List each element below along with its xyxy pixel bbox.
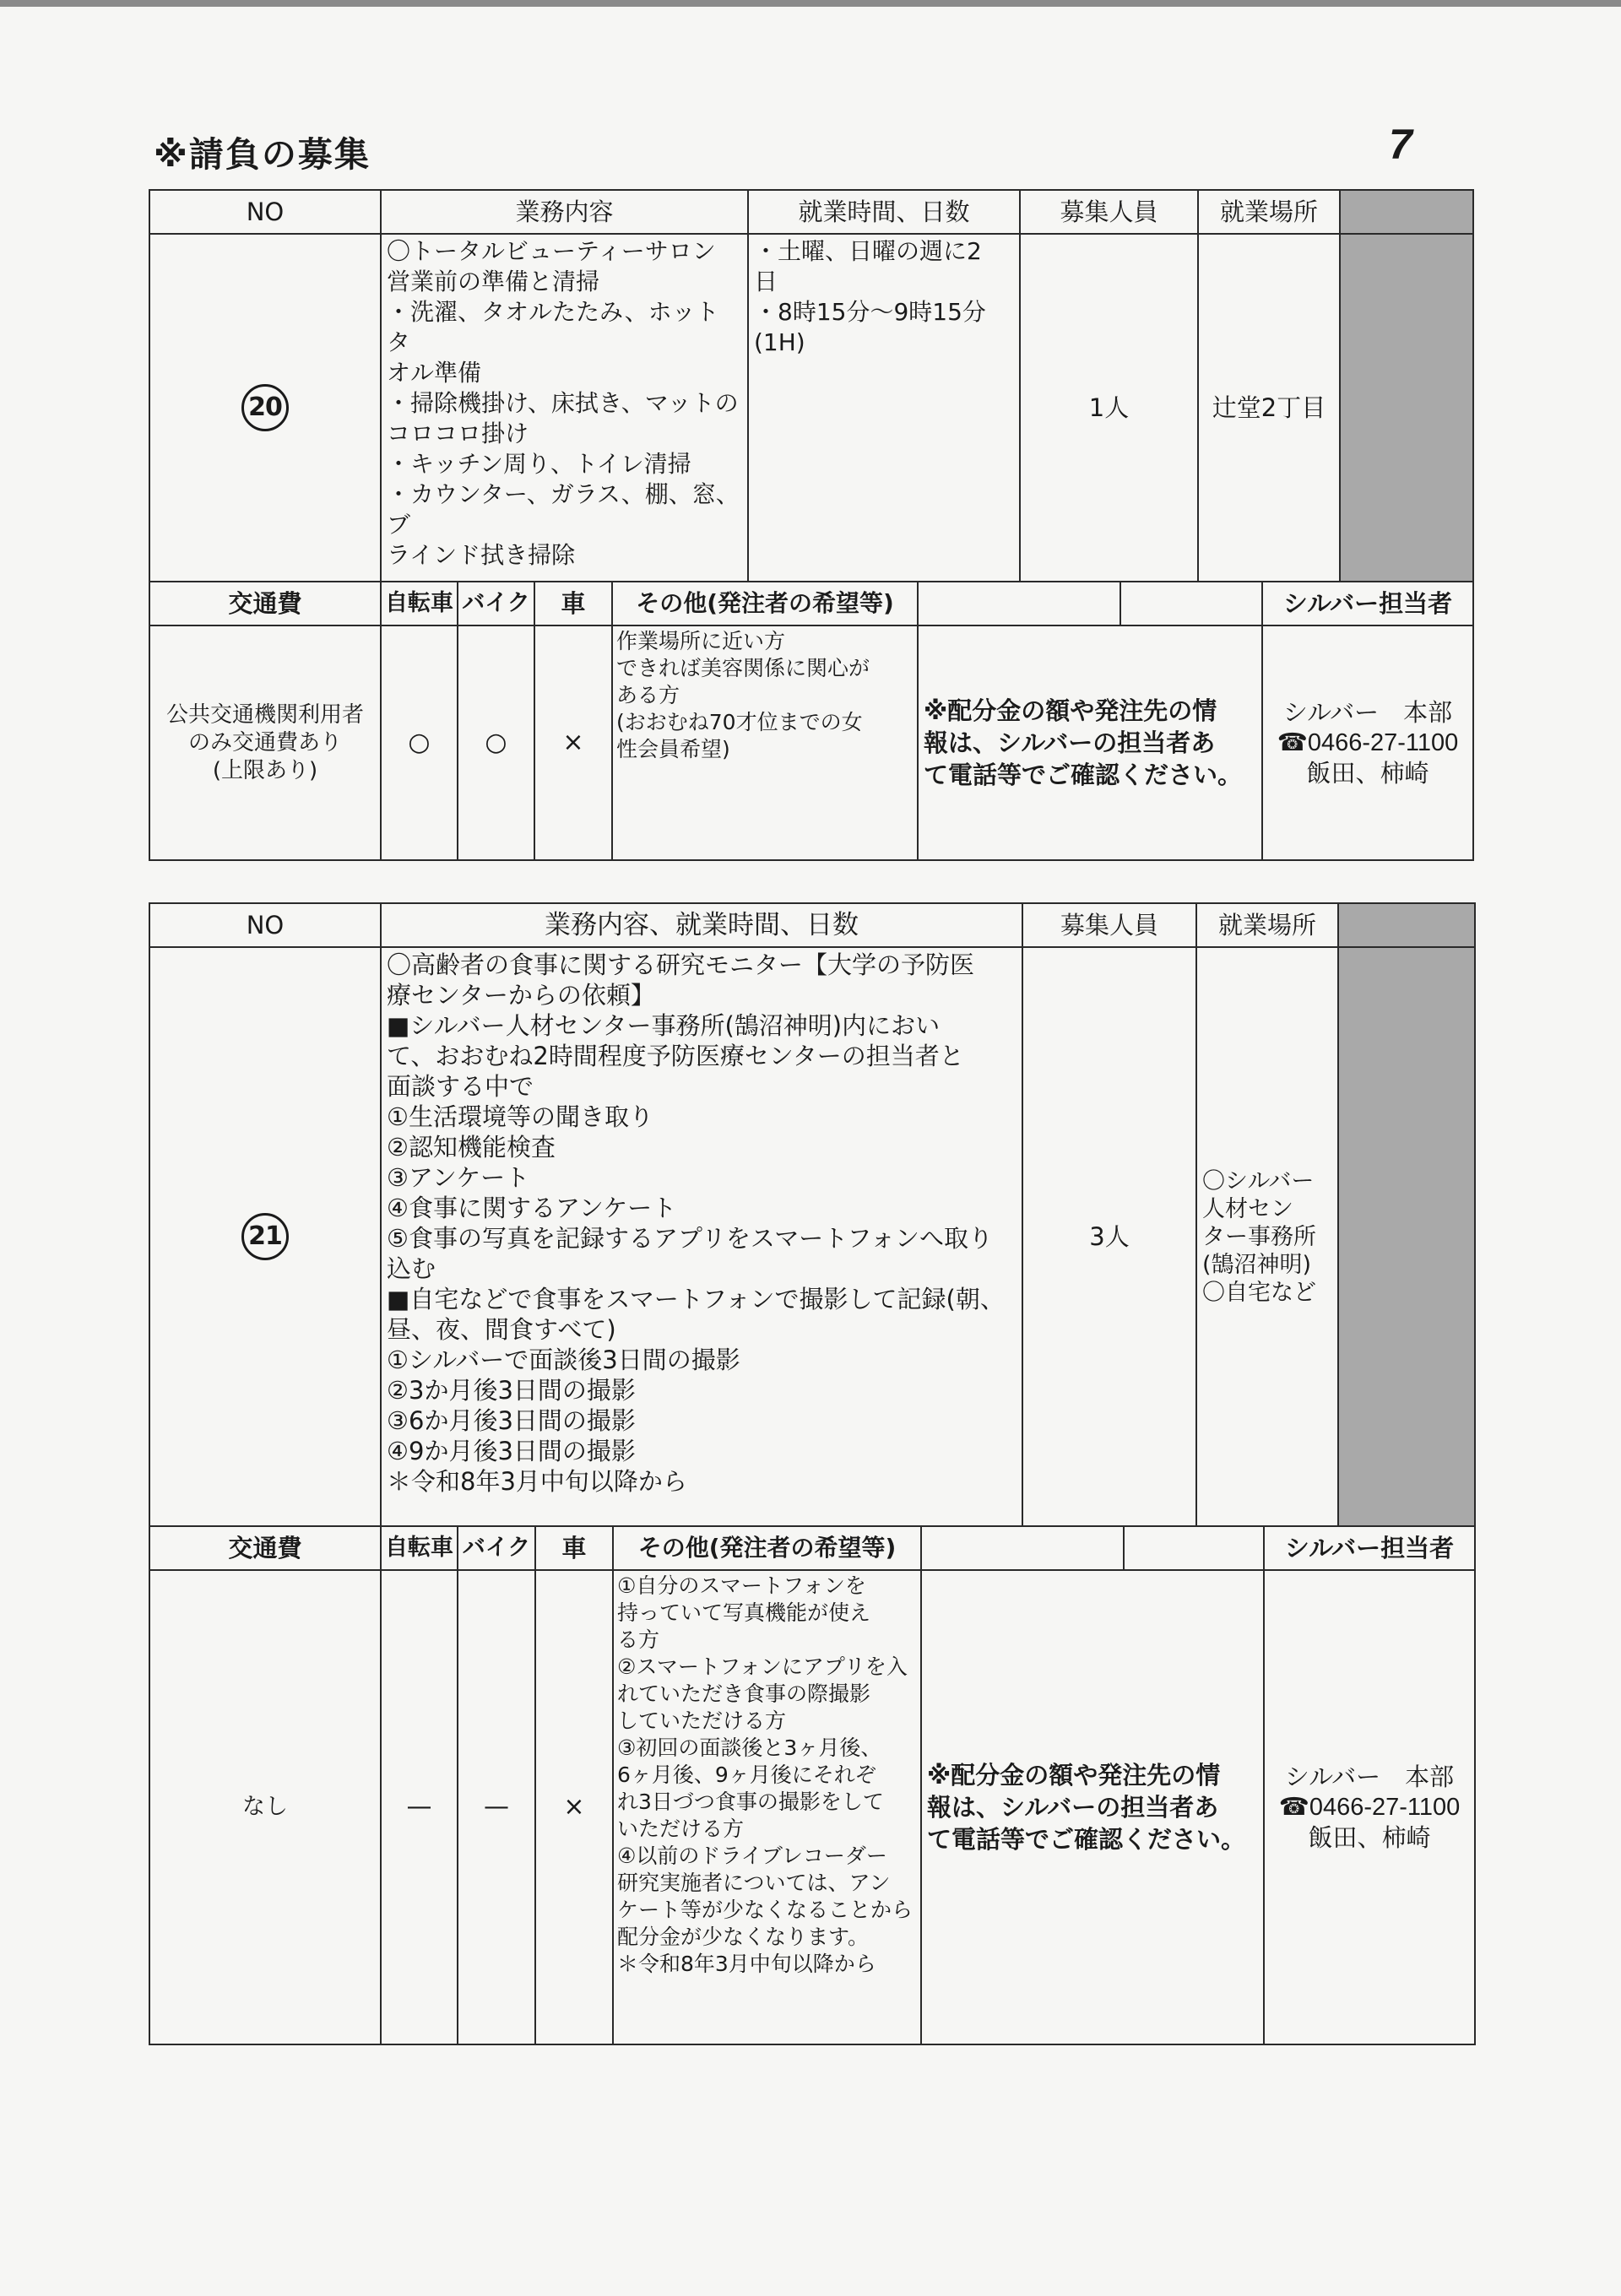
job-number: 20 — [241, 384, 289, 431]
job-table-main — [149, 902, 1476, 1527]
job-listing-20 — [149, 189, 1474, 861]
header-recruits: 募集人員 — [1020, 190, 1198, 234]
staff-contact — [1264, 1570, 1475, 2044]
contact-notice: ※配分金の額や発注先の情 報は、シルバーの担当者あ て電話等でご確認ください。 — [921, 1570, 1264, 2044]
job-number-cell — [149, 947, 381, 1526]
header-car: 車 — [534, 582, 612, 625]
header-location: 就業場所 — [1198, 190, 1340, 234]
car-allowed: × — [534, 625, 612, 860]
job-content: 〇高齢者の食事に関する研究モニター【大学の予防医 療センターからの依頼】 ■シルバー人材センター事務所(鵠沼神明)内におい て、おおむね2時間程度予防医療センターの担当者と 面談する中で ①生活環境等の聞き取り ②認知機能検査 ③アンケート ④食事に関するアンケート ⑤食事の写真を記録するアプリをスマートフォンへ取り 込む ■自宅などで食事をスマートフォンで撮影して記録(朝、 昼、夜、間食すべて) ①シルバーで面談後3日間の撮影 ②3か月後3日間の撮影 ③6か月後3日間の撮影 ④9か月後3日間の撮影 ＊令和8年3月中旬以降から — [381, 947, 1022, 1526]
header-motorbike: バイク — [458, 1526, 535, 1570]
header-hours-days: 就業時間、日数 — [748, 190, 1020, 234]
page-title: ※請負の募集 — [154, 134, 371, 175]
header-motorbike: バイク — [458, 582, 534, 625]
header-job-content: 業務内容 — [381, 190, 748, 234]
header-transport: 交通費 — [149, 1526, 381, 1570]
staff-names: 飯田、柿崎 — [1306, 759, 1429, 788]
blank-cell — [1120, 582, 1262, 625]
blank-cell — [921, 1526, 1124, 1570]
header-bicycle: 自転車 — [381, 1526, 458, 1570]
shaded-cell — [1340, 190, 1473, 234]
blank-cell — [918, 582, 1120, 625]
scan-edge — [0, 0, 1621, 7]
header-job-content-hours-days: 業務内容、就業時間、日数 — [381, 903, 1022, 947]
bicycle-allowed: — — [381, 1570, 458, 2044]
motorbike-allowed: ○ — [458, 625, 534, 860]
job-number-cell — [149, 234, 381, 582]
contact-notice: ※配分金の額や発注先の情 報は、シルバーの担当者あ て電話等でご確認ください。 — [918, 625, 1262, 860]
job-recruits: 1人 — [1020, 234, 1198, 582]
header-location: 就業場所 — [1196, 903, 1338, 947]
header-staff: シルバー担当者 — [1262, 582, 1473, 625]
header-car: 車 — [535, 1526, 613, 1570]
header-bicycle: 自転車 — [381, 582, 458, 625]
job-table-terms — [149, 1525, 1476, 2045]
staff-contact — [1262, 625, 1473, 860]
job-location: 〇シルバー 人材セン ター事務所 (鵠沼神明) 〇自宅など — [1196, 947, 1338, 1526]
blank-cell — [1124, 1526, 1264, 1570]
page-number: 7 — [1389, 121, 1412, 168]
job-listing-21 — [149, 902, 1476, 2045]
header-no: NO — [149, 903, 381, 947]
header-transport: 交通費 — [149, 582, 381, 625]
bicycle-allowed: ○ — [381, 625, 458, 860]
motorbike-allowed: — — [458, 1570, 535, 2044]
job-location: 辻堂2丁目 — [1198, 234, 1340, 582]
job-number: 21 — [241, 1213, 289, 1260]
shaded-cell — [1338, 947, 1475, 1526]
job-recruits: 3人 — [1022, 947, 1196, 1526]
shaded-cell — [1340, 234, 1473, 582]
staff-phone: ☎0466-27-1100 — [1277, 729, 1459, 756]
job-content: 〇トータルビューティーサロン 営業前の準備と清掃 ・洗濯、タオルたたみ、ホットタ オル準備 ・掃除機掛け、床拭き、マットの コロコロ掛け ・キッチン周り、トイレ清掃 ・カウンター、ガラス、棚、窓、ブ ラインド拭き掃除 — [381, 234, 748, 582]
header-no: NO — [149, 190, 381, 234]
other-requirements: 作業場所に近い方 できれば美容関係に関心が ある方 (おおむね70才位までの女 性会員希望) — [612, 625, 918, 860]
transport-fee: なし — [149, 1570, 381, 2044]
job-table-main — [149, 189, 1474, 582]
car-allowed: × — [535, 1570, 613, 2044]
other-requirements: ①自分のスマートフォンを 持っていて写真機能が使え る方 ②スマートフォンにアプリを入 れていただき食事の際撮影 していただける方 ③初回の面談後と3ヶ月後、 6ヶ月後、9ヶ月後にそれぞ れ3日づつ食事の撮影をして いただける方 ④以前のドライブレコーダー 研究実施者については、アン ケート等が少なくなることから 配分金が少なくなります。 ＊令和8年3月中旬以降から — [613, 1570, 921, 2044]
job-hours: ・土曜、日曜の週に2 日 ・8時15分～9時15分 (1H) — [748, 234, 1020, 582]
header-other: その他(発注者の希望等) — [612, 582, 918, 625]
staff-office: シルバー 本部 — [1282, 698, 1453, 727]
transport-fee: 公共交通機関利用者 のみ交通費あり (上限あり) — [149, 625, 381, 860]
staff-names: 飯田、柿崎 — [1308, 1823, 1431, 1852]
header-other: その他(発注者の希望等) — [613, 1526, 921, 1570]
header-staff: シルバー担当者 — [1264, 1526, 1475, 1570]
header-recruits: 募集人員 — [1022, 903, 1196, 947]
staff-phone: ☎0466-27-1100 — [1278, 1794, 1461, 1821]
shaded-cell — [1338, 903, 1475, 947]
job-table-terms — [149, 581, 1474, 861]
staff-office: シルバー 本部 — [1284, 1763, 1455, 1791]
